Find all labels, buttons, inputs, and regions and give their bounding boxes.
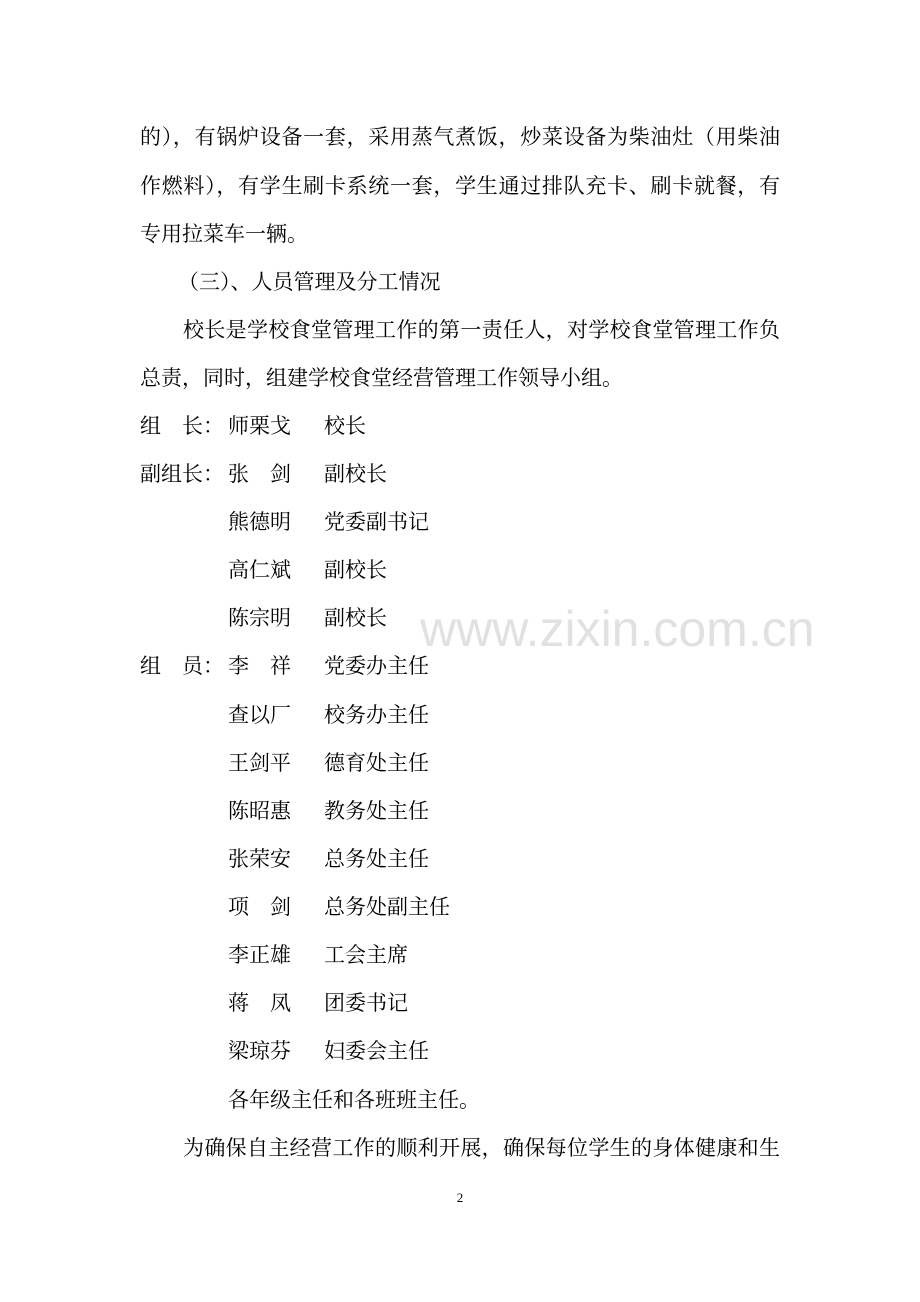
paragraph-3-line-1: 为确保自主经营工作的顺利开展，确保每位学生的身体健康和生: [183, 1136, 780, 1160]
watermark: www.zixin.com.cn: [420, 601, 815, 657]
roster-row: [140, 555, 780, 585]
roster-role: 党委副书记: [324, 510, 429, 534]
roster-label: 组 长：: [140, 414, 224, 438]
roster-row: [140, 796, 780, 826]
roster-name: 王剑平: [228, 751, 291, 775]
roster-name: 项 剑: [228, 895, 291, 919]
roster-row: [140, 844, 780, 874]
roster-name: 张荣安: [228, 847, 291, 871]
paragraph-1-line-3: 专用拉菜车一辆。: [140, 222, 308, 246]
roster-name: 蒋 凤: [228, 991, 291, 1015]
roster-role: 教务处主任: [324, 799, 429, 823]
roster-role: 总务处主任: [324, 847, 429, 871]
roster-name: 李正雄: [228, 943, 291, 967]
page-number: 2: [456, 1190, 464, 1205]
roster-name: 陈宗明: [228, 606, 291, 630]
roster-label: 组 员：: [140, 654, 224, 678]
roster-row: [140, 459, 780, 489]
paragraph-1-line-2: 作燃料），有学生刷卡系统一套，学生通过排队充卡、刷卡就餐，有: [140, 174, 780, 198]
roster-role: 校长: [324, 414, 366, 438]
roster-role: 副校长: [324, 606, 387, 630]
roster-role: 校务办主任: [324, 703, 429, 727]
roster-name: 查以厂: [228, 703, 291, 727]
roster-name: 张 剑: [228, 462, 291, 486]
roster-row: [140, 748, 780, 778]
roster-label: 副组长：: [140, 462, 224, 486]
roster-name: 李 祥: [228, 654, 291, 678]
roster-row: [140, 940, 780, 970]
roster-row: [140, 507, 780, 537]
paragraph-2-line-2: 总责，同时，组建学校食堂经营管理工作领导小组。: [140, 366, 623, 390]
roster-name: 熊德明: [228, 510, 291, 534]
roster-row: [140, 988, 780, 1018]
roster-role: 团委书记: [324, 991, 408, 1015]
section-heading: （三）、人员管理及分工情况: [178, 270, 441, 294]
roster-row: [140, 1036, 780, 1066]
roster-role: 总务处副主任: [324, 895, 450, 919]
roster-role: 德育处主任: [324, 751, 429, 775]
roster-name: 师栗戈: [228, 414, 291, 438]
roster-name: 陈昭惠: [228, 799, 291, 823]
roster-role: 副校长: [324, 462, 387, 486]
roster-role: 工会主席: [324, 943, 408, 967]
roster-role: 副校长: [324, 558, 387, 582]
roster-role: 党委办主任: [324, 654, 429, 678]
roster-row: [140, 700, 780, 730]
roster-row: [140, 892, 780, 922]
roster-name: 高仁斌: [228, 558, 291, 582]
roster-role: 妇委会主任: [324, 1039, 429, 1063]
paragraph-1-line-1: 的），有锅炉设备一套，采用蒸气煮饭，炒菜设备为柴油灶（用柴油: [140, 125, 780, 149]
roster-note: 各年级主任和各班班主任。: [228, 1088, 480, 1112]
roster-name: 梁琼芬: [228, 1039, 291, 1063]
paragraph-2-line-1: 校长是学校食堂管理工作的第一责任人，对学校食堂管理工作负: [183, 318, 780, 342]
roster-row: [140, 411, 780, 441]
